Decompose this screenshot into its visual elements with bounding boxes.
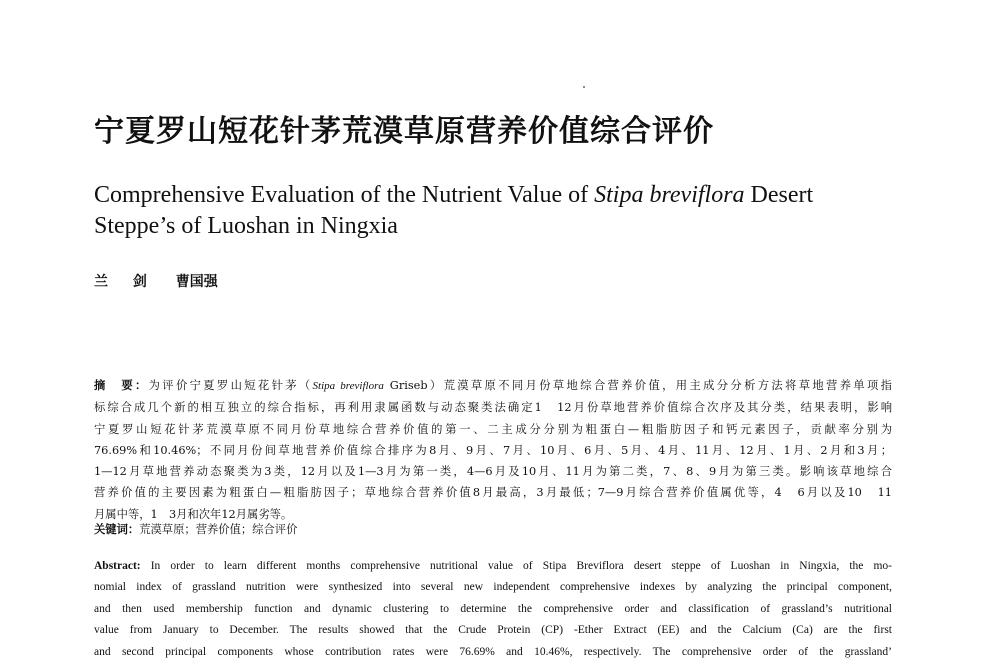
keywords-text: 荒漠草原；营养价值；综合评价 [139,523,298,536]
abstract-cn-species: Stipa breviflora [312,380,384,392]
abstract-cn-text: Griseb）荒漠草原不同月份草地综合营养价值，用主成分分析方法将草地营养单项指 [383,379,892,392]
keywords [94,519,297,540]
author-2: 曹国强 [175,274,218,290]
abstract-cn-label: 摘 要： [94,378,149,392]
scan-speck [583,86,585,88]
abstract-en-text: In order to learn different months comprehensive nutritional value of Stipa Breviflora desert steppe of Luoshan in Ningxia, the mo- [140,560,892,572]
title-english-species: Stipa breviflora [594,182,745,208]
abstract-cn-line: 1—12月草地营养动态聚类为3类，12月以及1—3月为第一类，4—6月及10月、11月为第二类，7、8、9月为第三类。影响该草地综合 [94,465,892,479]
abstract-cn-line: 营养价值的主要因素为粗蛋白—粗脂肪因子；草地综合营养价值8月最高，3月最低；7—9月综合营养价值属优等，4 6月以及10 11 [94,486,892,500]
abstract-en-line: and then used membership function and dynamic clustering to determine the comprehensive order and classification of grassland’s nutritional [94,602,892,615]
abstract-cn-line: 76.69%和10.46%；不同月份间草地营养价值综合排序为8月、9月、7月、10月、6月、5月、4月、11月、12月、1月、2月和3月； [94,443,892,457]
abstract-cn-text: 为评价宁夏罗山短花针茅（ [148,379,313,392]
title-english-line2: Steppe’s of Luoshan in Ningxia [94,213,398,239]
abstract-cn-line: 月属中等，1 3月和次年12月属劣等。 [94,507,293,521]
title-english-part1: Comprehensive Evaluation of the Nutrient Value of [94,182,595,208]
abstract-en-line: and second principal components whose contribution rates were 76.69% and 10.46%, respectively. The comprehensive order of the grassland’ [94,645,892,658]
abstract-en-line [94,556,892,577]
keywords-label: 关键词： [94,522,140,536]
abstract-en-line: value from January to December. The results showed that the Crude Protein (CP) -Ether Extract (EE) and the Calcium (Ca) are the first [94,624,892,637]
abstract-chinese [94,375,892,525]
abstract-cn-line: 宁夏罗山短花针茅荒漠草原不同月份草地综合营养价值的第一、二主成分分别为粗蛋白—粗脂肪因子和钙元素因子，贡献率分别为 [94,422,892,436]
abstract-english [94,556,892,663]
title-english-part2: Desert [744,182,814,208]
title-chinese: 宁夏罗山短花针茅荒漠草原营养价值综合评价 [94,114,714,149]
author-1: 兰 剑 [94,274,157,290]
abstract-cn-line: 标综合成几个新的相互独立的综合指标，再利用隶属函数与动态聚类法确定1 12月份草地营养价值综合次序及其分类，结果表明，影响 [94,401,892,415]
abstract-cn-line [94,375,892,397]
abstract-en-line: nomial index of grassland nutrition were synthesized into several new independent comprehensive indexes by analyzing the principal component, [94,581,892,594]
author-list [94,272,218,292]
title-english [94,180,894,242]
abstract-en-label: Abstract: [94,560,141,572]
